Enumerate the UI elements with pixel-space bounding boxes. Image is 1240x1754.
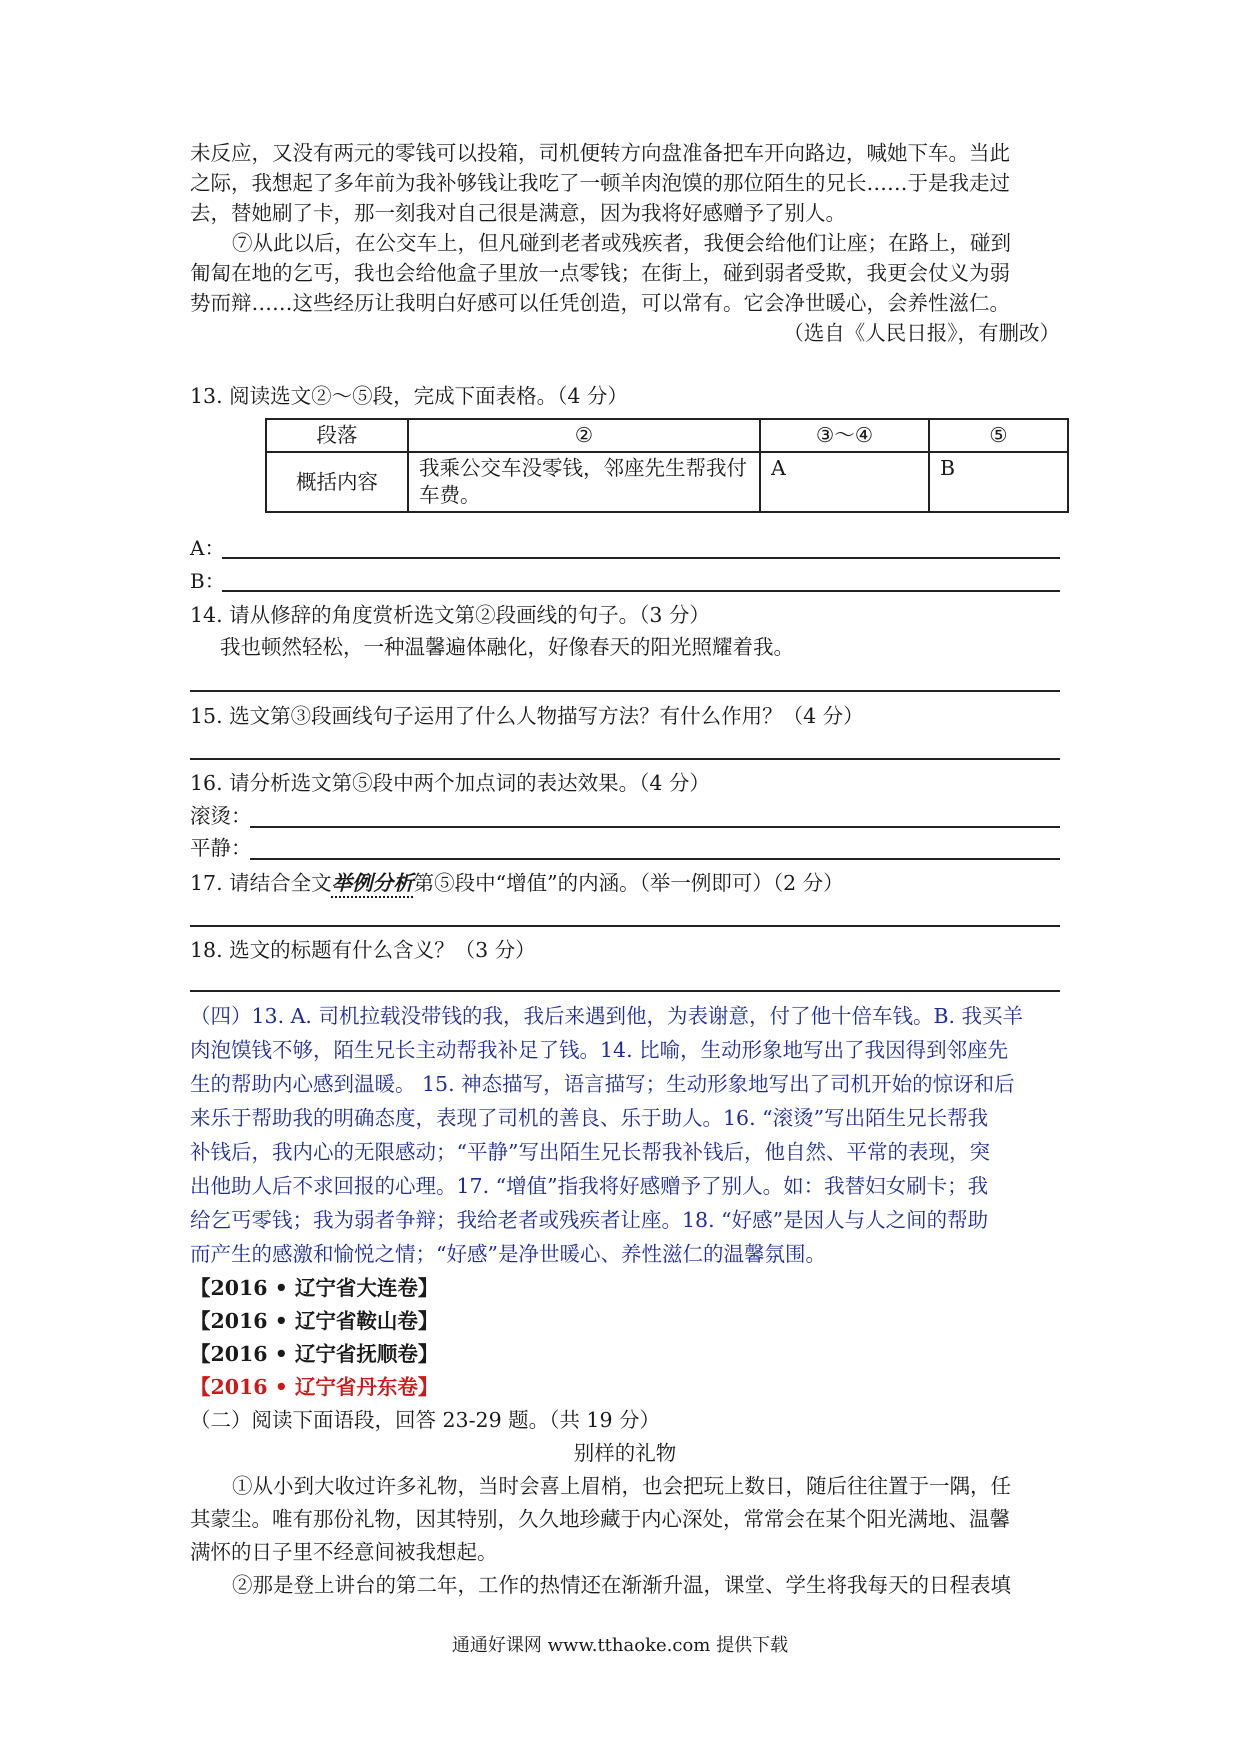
answer-key-line: 肉泡馍钱不够，陌生兄长主动帮我补足了钱。14. 比喻，生动形象地写出了我因得到邻座先 bbox=[190, 1038, 1009, 1062]
answer-key-line: 出他助人后不求回报的心理。17. “增值”指我将好感赠予了别人。如：我替妇女刷卡；我 bbox=[190, 1174, 989, 1198]
section-2-intro: （二）阅读下面语段，回答 23-29 题。（共 19 分） bbox=[190, 1408, 660, 1432]
source-note: （选自《人民日报》，有删改） bbox=[783, 321, 1060, 345]
question-17-prompt bbox=[190, 870, 1060, 896]
question-13-prompt: 13. 阅读选文②～⑤段，完成下面表格。（4 分） bbox=[190, 384, 628, 408]
table-cell: 我乘公交车没零钱，邻座先生帮我付车费。 bbox=[408, 452, 760, 512]
answer-line-16b[interactable] bbox=[250, 858, 1060, 860]
answer-line-18[interactable] bbox=[190, 990, 1060, 992]
answer-key-line: 生的帮助内心感到温暖。 15. 神态描写，语言描写；生动形象地写出了司机开始的惊讶和后 bbox=[190, 1072, 1015, 1096]
question-14-quote: 我也顿然轻松，一种温馨遍体融化，好像春天的阳光照耀着我。 bbox=[220, 635, 794, 659]
passage-line: 未反应，又没有两元的零钱可以投箱，司机便转方向盘准备把车开向路边，喊她下车。当此 bbox=[190, 141, 1010, 165]
table-header-cell: ③～④ bbox=[760, 419, 929, 452]
table-row bbox=[266, 452, 1068, 512]
question-17-suffix: 第⑤段中“增值”的内涵。（举一例即可）（2 分） bbox=[413, 871, 844, 895]
table-header-cell: 段落 bbox=[266, 419, 408, 452]
exam-header-dandong: 【2016 • 辽宁省丹东卷】 bbox=[190, 1375, 439, 1399]
reading-paragraph-1-line: 满怀的日子里不经意间被我想起。 bbox=[190, 1540, 498, 1564]
reading-paragraph-1-line: ①从小到大收过许多礼物，当时会喜上眉梢，也会把玩上数日，随后往往置于一隅，任 bbox=[232, 1474, 1011, 1498]
passage-line: 去，替她刷了卡，那一刻我对自己很是满意，因为我将好感赠予了别人。 bbox=[190, 201, 846, 225]
reading-paragraph-1-line: 其蒙尘。唯有那份礼物，因其特别，久久地珍藏于内心深处，常常会在某个阳光满地、温馨 bbox=[190, 1507, 1010, 1531]
reading-title: 别样的礼物 bbox=[573, 1441, 677, 1465]
table-cell-b: B bbox=[929, 452, 1068, 512]
answer-line-b[interactable] bbox=[222, 590, 1060, 592]
exam-header-dalian: 【2016 • 辽宁省大连卷】 bbox=[190, 1276, 439, 1300]
question-17-prefix: 17. 请结合全文 bbox=[190, 871, 332, 895]
answer-key-line: 而产生的感激和愉悦之情；“好感”是净世暖心、养性滋仁的温馨氛围。 bbox=[190, 1242, 826, 1266]
table-cell-a: A bbox=[760, 452, 929, 512]
table-header-cell: ② bbox=[408, 419, 760, 452]
answer-line-17[interactable] bbox=[190, 925, 1060, 927]
blank-a-label: A： bbox=[190, 536, 225, 560]
question-14-prompt: 14. 请从修辞的角度赏析选文第②段画线的句子。（3 分） bbox=[190, 603, 710, 627]
answer-key-line: 给乞丐零钱；我为弱者争辩；我给老者或残疾者让座。18. “好感”是因人与人之间的帮助 bbox=[190, 1208, 989, 1232]
reading-paragraph-2-line: ②那是登上讲台的第二年，工作的热情还在渐渐升温，课堂、学生将我每天的日程表填 bbox=[232, 1573, 1011, 1597]
page-footer: 通通好课网 www.tthaoke.com 提供下载 bbox=[451, 1635, 789, 1656]
blank-b-label: B： bbox=[190, 569, 225, 593]
paragraph-7-line: 势而辩……这些经历让我明白好感可以任凭创造，可以常有。它会净世暖心，会养性滋仁。 bbox=[190, 291, 1010, 315]
word-2-label: 平静： bbox=[190, 836, 252, 860]
answer-key-line: 来乐于帮助我的明确态度，表现了司机的善良、乐于助人。16. “滚烫”写出陌生兄长帮我 bbox=[190, 1106, 989, 1130]
word-1-label: 滚烫： bbox=[190, 804, 252, 828]
question-18-prompt: 18. 选文的标题有什么含义？（3 分） bbox=[190, 938, 536, 962]
exam-header-fushun: 【2016 • 辽宁省抚顺卷】 bbox=[190, 1342, 439, 1366]
answer-line-14[interactable] bbox=[190, 690, 1060, 692]
answer-line-a[interactable] bbox=[222, 557, 1060, 559]
answer-key-line: 补钱后，我内心的无限感动；“平静”写出陌生兄长帮我补钱后，他自然、平常的表现，突 bbox=[190, 1140, 990, 1164]
exam-header-anshan: 【2016 • 辽宁省鞍山卷】 bbox=[190, 1309, 439, 1333]
table-row-label: 概括内容 bbox=[266, 452, 408, 512]
summary-table bbox=[265, 418, 1069, 513]
question-16-prompt: 16. 请分析选文第⑤段中两个加点词的表达效果。（4 分） bbox=[190, 771, 710, 795]
answer-key-line: （四）13. A. 司机拉载没带钱的我，我后来遇到他，为表谢意，付了他十倍车钱。B. 我买羊 bbox=[190, 1004, 1024, 1028]
question-15-prompt: 15. 选文第③段画线句子运用了什么人物描写方法？有什么作用？（4 分） bbox=[190, 704, 864, 728]
passage-line: 之际，我想起了多年前为我补够钱让我吃了一顿羊肉泡馍的那位陌生的兄长……于是我走过 bbox=[190, 171, 1010, 195]
question-17-emphasis: 举例分析 bbox=[331, 871, 414, 895]
paragraph-7-line: ⑦从此以后，在公交车上，但凡碰到老者或残疾者，我便会给他们让座；在路上，碰到 bbox=[232, 231, 1011, 255]
answer-line-16a[interactable] bbox=[250, 826, 1060, 828]
paragraph-7-line: 匍匐在地的乞丐，我也会给他盒子里放一点零钱；在街上，碰到弱者受欺，我更会仗义为弱 bbox=[190, 261, 1010, 285]
answer-line-15[interactable] bbox=[190, 758, 1060, 760]
table-header-row bbox=[266, 419, 1068, 452]
table-header-cell: ⑤ bbox=[929, 419, 1068, 452]
